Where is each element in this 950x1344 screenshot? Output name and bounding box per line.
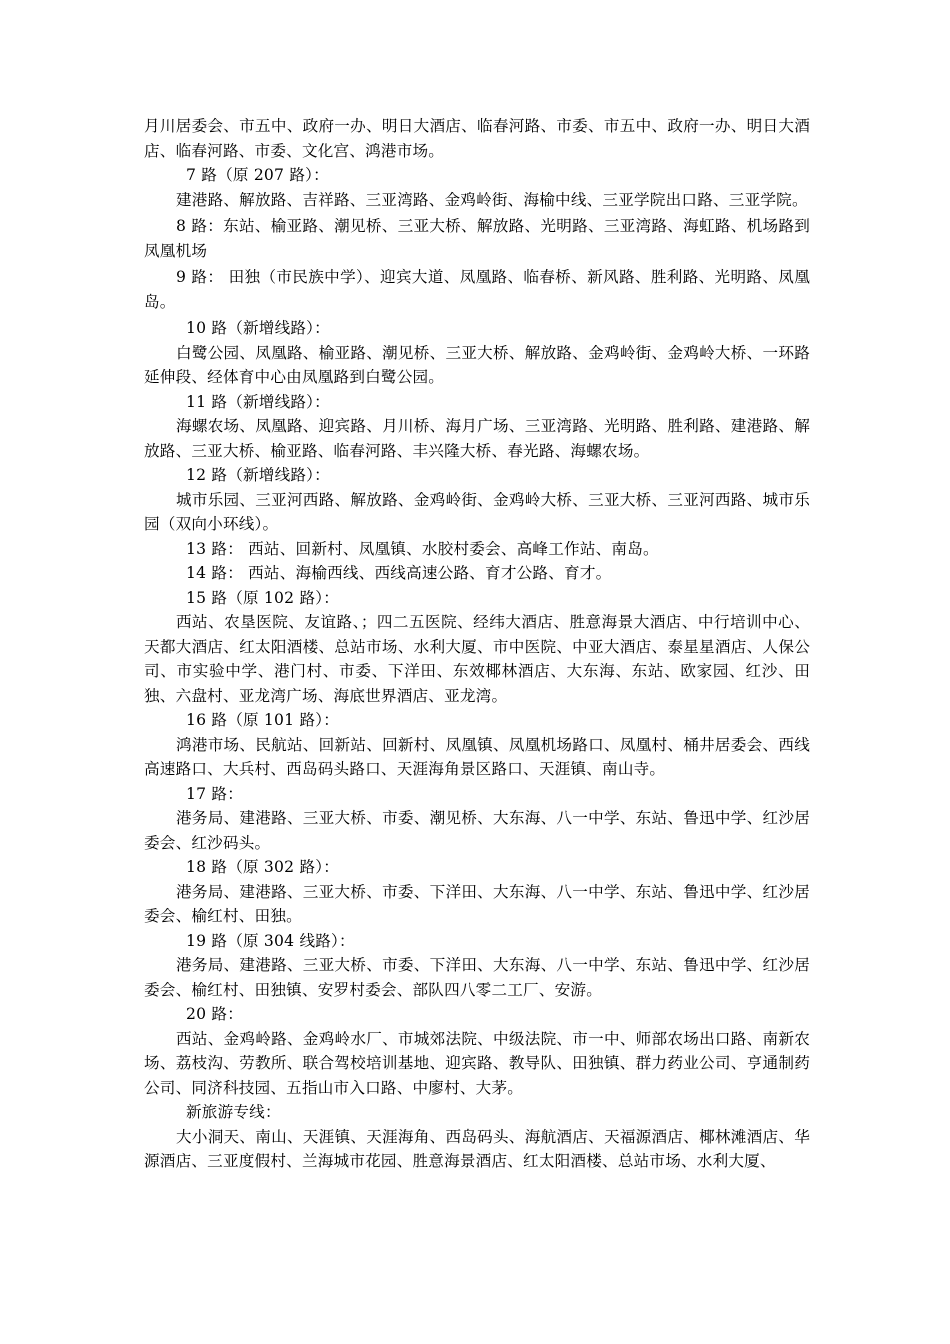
tourist-line-stops: 大小洞天、南山、天涯镇、天涯海角、西岛码头、海航酒店、天福源酒店、椰林滩酒店、华源酒店、三亚度假村、兰海城市花园、胜意海景酒店、红太阳酒楼、总站市场、水利大厦、 xyxy=(144,1127,810,1170)
tourist-line-title: 新旅游专线： xyxy=(186,1103,281,1121)
route-18-title: 18 路（原 302 路）： xyxy=(186,858,340,876)
route-17-stops: 港务局、建港路、三亚大桥、市委、潮见桥、大东海、八一中学、东站、鲁迅中学、红沙居委会、红沙码头。 xyxy=(144,809,810,852)
route-20-title: 20 路： xyxy=(186,1005,243,1023)
route-15-title: 15 路（原 102 路）： xyxy=(186,588,340,607)
route-12-stops: 城市乐园、三亚河西路、解放路、金鸡岭街、金鸡岭大桥、三亚大桥、三亚河西路、城市乐园（双向小环线）。 xyxy=(144,490,810,533)
route-19-title: 19 路（原 304 线路）： xyxy=(186,931,355,950)
route-11-stops: 海螺农场、凤凰路、迎宾路、月川桥、海月广场、三亚湾路、光明路、胜利路、建港路、解放路、三亚大桥、榆亚路、临春河路、丰兴隆大桥、春光路、海螺农场。 xyxy=(144,417,810,460)
route-16-stops: 鸿港市场、民航站、回新站、回新村、凤凰镇、凤凰机场路口、凤凰村、桶井居委会、西线高速路口、大兵村、西岛码头路口、天涯海角景区路口、天涯镇、南山寺。 xyxy=(144,735,810,778)
route-15-stops: 西站、农垦医院、友谊路、；四二五医院、经纬大酒店、胜意海景大酒店、中行培训中心、天都大酒店、红太阳酒楼、总站市场、水利大厦、市中医院、中亚大酒店、泰星星酒店、人保公司、市实验中学、港门村、市委、下洋田、东效椰林酒店、大东海、东站、欧家园、红沙、田独、六盘村、亚龙湾广场、海底世界酒店、亚龙湾。 xyxy=(144,613,810,705)
route-13-title: 13 路： 西站、回新村、凤凰镇、水胶村委会、高峰工作站、南岛。 xyxy=(186,539,659,558)
route-18-stops: 港务局、建港路、三亚大桥、市委、下洋田、大东海、八一中学、东站、鲁迅中学、红沙居委会、榆红村、田独。 xyxy=(144,882,810,925)
paragraph-route-6-stops-continued: 月川居委会、市五中、政府一办、明日大酒店、临春河路、市委、市五中、政府一办、明日大酒店、临春河路、市委、文化宫、鸿港市场。 xyxy=(144,117,810,160)
route-12-title: 12 路（新增线路）： xyxy=(186,466,330,484)
route-17-title: 17 路： xyxy=(186,784,243,803)
route-20-stops: 西站、金鸡岭路、金鸡岭水厂、市城郊法院、中级法院、市一中、师部农场出口路、南新农场、荔枝沟、劳教所、联合驾校培训基地、迎宾路、教导队、田独镇、群力药业公司、亨通制药公司、同济科技园、五指山市入口路、中廖村、大茅。 xyxy=(144,1029,810,1097)
route-7-title: 7 路（原 207 路）： xyxy=(186,166,329,184)
route-9-stops: 9 路： 田独（市民族中学）、迎宾大道、凤凰路、临春桥、新风路、胜利路、光明路、凤凰岛。 xyxy=(144,268,810,311)
route-10-title: 10 路（新增线路）： xyxy=(186,319,330,337)
route-14-title: 14 路： 西站、海榆西线、西线高速公路、育才公路、育才。 xyxy=(186,564,612,582)
route-11-title: 11 路（新增线路）： xyxy=(186,392,330,411)
route-19-stops: 港务局、建港路、三亚大桥、市委、下洋田、大东海、八一中学、东站、鲁迅中学、红沙居委会、榆红村、田独镇、安罗村委会、部队四八零二工厂、安游。 xyxy=(144,956,810,999)
route-8-stops: 8 路：东站、榆亚路、潮见桥、三亚大桥、解放路、光明路、三亚湾路、海虹路、机场路到凤凰机场 xyxy=(144,217,810,260)
route-7-stops: 建港路、解放路、吉祥路、三亚湾路、金鸡岭街、海榆中线、三亚学院出口路、三亚学院。 xyxy=(176,190,808,209)
route-16-title: 16 路（原 101 路）： xyxy=(186,711,340,729)
route-10-stops: 白鹭公园、凤凰路、榆亚路、潮见桥、三亚大桥、解放路、金鸡岭街、金鸡岭大桥、一环路延伸段、经体育中心由凤凰路到白鹭公园。 xyxy=(144,343,810,386)
